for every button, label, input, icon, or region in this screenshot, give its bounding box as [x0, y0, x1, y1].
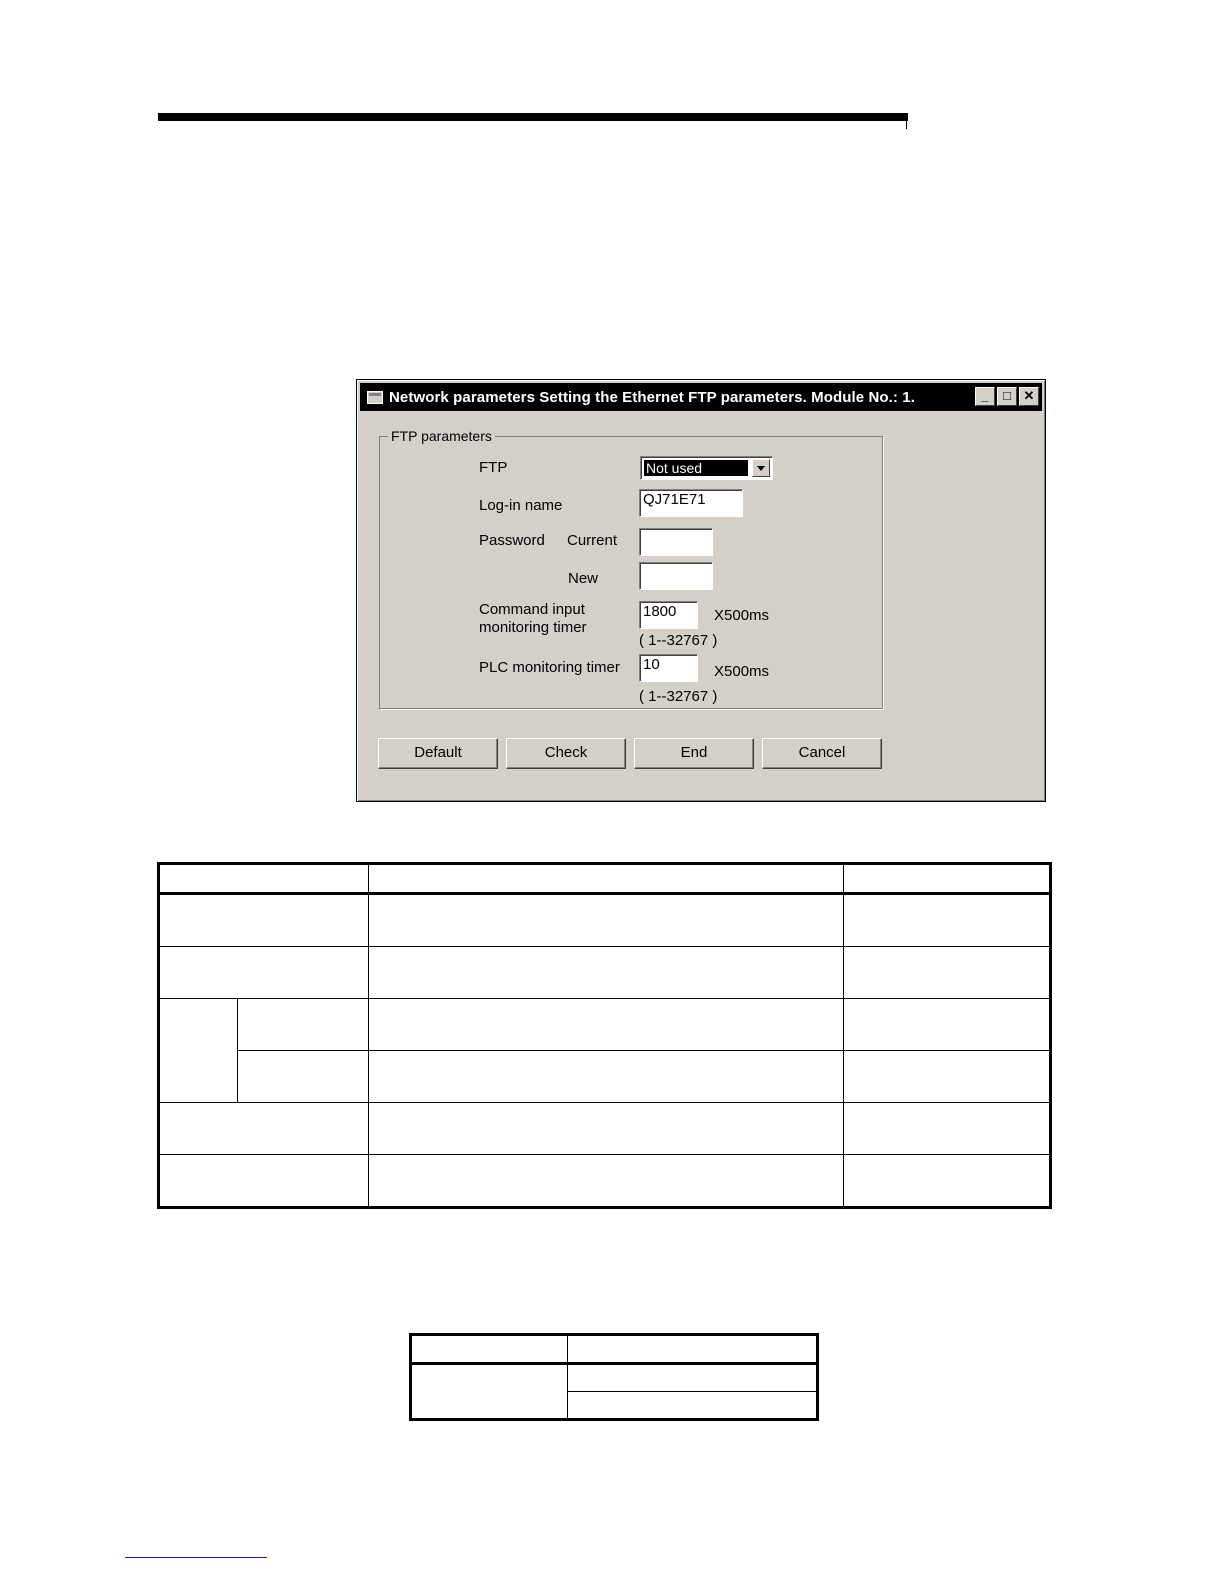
table-cell [159, 1103, 369, 1155]
table-cell [159, 894, 369, 947]
table-cell [159, 864, 369, 894]
ftp-parameters-group [379, 428, 883, 709]
table-cell [843, 1103, 1050, 1155]
table-row [159, 894, 1051, 947]
header-rule [158, 113, 908, 121]
table-row [159, 864, 1051, 894]
check-button[interactable]: Check [506, 738, 626, 769]
ftp-value-table [409, 1333, 819, 1421]
login-name-label: Log-in name [479, 497, 563, 514]
login-name-input[interactable]: QJ71E71 [639, 489, 743, 517]
table-row [159, 999, 1051, 1051]
table-cell [237, 999, 369, 1051]
command-timer-label-line2: monitoring timer [479, 619, 587, 636]
ftp-select-value: Not used [644, 460, 748, 476]
table-cell [237, 1051, 369, 1103]
default-button[interactable]: Default [378, 738, 498, 769]
command-timer-unit: X500ms [714, 607, 770, 624]
table-cell [843, 864, 1050, 894]
ftp-select[interactable] [640, 456, 773, 480]
table-cell [369, 864, 843, 894]
table-row [159, 1155, 1051, 1208]
table-cell [843, 1051, 1050, 1103]
table-cell [369, 1103, 843, 1155]
password-current-input[interactable] [639, 528, 713, 556]
table-cell [411, 1364, 568, 1420]
plc-timer-unit: X500ms [714, 663, 770, 680]
table-cell [159, 1155, 369, 1208]
table-row [159, 1103, 1051, 1155]
password-new-input[interactable] [639, 562, 713, 590]
password-new-label: New [568, 570, 599, 587]
table-cell [159, 999, 238, 1103]
table-cell [567, 1364, 817, 1392]
minimize-icon[interactable]: _ [975, 387, 995, 406]
window-icon[interactable] [367, 391, 383, 404]
plc-timer-input[interactable]: 10 [639, 654, 698, 682]
table-cell [843, 947, 1050, 999]
table-cell [369, 947, 843, 999]
table-cell [369, 999, 843, 1051]
plc-timer-label: PLC monitoring timer [479, 659, 620, 676]
title-bar[interactable] [360, 383, 1042, 411]
command-timer-range: ( 1--32767 ) [639, 632, 718, 649]
header-rule-tick [906, 121, 907, 129]
table-cell [843, 894, 1050, 947]
chevron-down-icon[interactable] [752, 459, 770, 477]
table-row [411, 1335, 818, 1364]
cancel-button[interactable]: Cancel [762, 738, 882, 769]
table-cell [843, 1155, 1050, 1208]
table-cell [411, 1335, 568, 1364]
window-title: Network parameters Setting the Ethernet FTP parameters. Module No.: 1. [389, 388, 916, 406]
plc-timer-range: ( 1--32767 ) [639, 688, 718, 705]
table-row [159, 947, 1051, 999]
footer-link-underline[interactable] [125, 1557, 267, 1558]
command-timer-label-line1: Command input [479, 601, 585, 618]
settings-table [157, 862, 1052, 1209]
ftp-label: FTP [479, 459, 508, 476]
password-label: Password [479, 532, 545, 549]
ftp-parameters-dialog [356, 379, 1046, 802]
table-row [411, 1364, 818, 1392]
password-current-label: Current [567, 532, 618, 549]
end-button[interactable]: End [634, 738, 754, 769]
table-cell [159, 947, 369, 999]
command-timer-input[interactable]: 1800 [639, 601, 698, 629]
group-label: FTP parameters [388, 428, 495, 444]
table-row [159, 1051, 1051, 1103]
maximize-icon[interactable]: □ [997, 387, 1017, 406]
table-cell [369, 894, 843, 947]
close-icon[interactable]: ✕ [1019, 387, 1039, 406]
table-cell [567, 1335, 817, 1364]
table-cell [369, 1051, 843, 1103]
table-cell [843, 999, 1050, 1051]
table-cell [369, 1155, 843, 1208]
table-cell [567, 1392, 817, 1420]
